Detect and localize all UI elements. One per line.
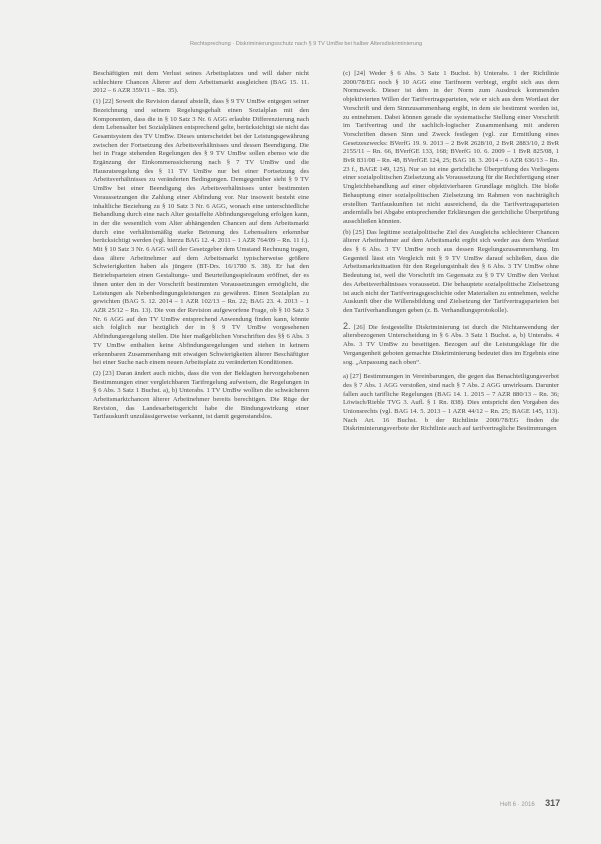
issue-label: Heft 6 · 2016 (500, 802, 535, 808)
page-number: 317 (545, 798, 561, 808)
running-head: Rechtsprechung · Diskriminierungsschutz nach § 9 TV UmBw bei halber Altersdiskriminierung (190, 41, 423, 47)
paragraph: (1) [22] Soweit die Revision darauf abstellt, dass § 9 TV UmBw entgegen seiner Bezeichnung und seinem Regelungsgehalt einen Sozialplan mit den Komponenten, dass die in § 10 Satz 3 Nr. 6 AGG erlaubte Differenzierung nach dem Lebensalter bei Sozialplänen entsprechend gelte, berücksichtigt sie nicht das Gesamtsystem des TV UmBw. Dieses unterscheidet bei der Leistungsgewährung zwischen der Fortsetzung des Arbeitsverhältnisses und dessen Beendigung. Die bei in Frage stehenden Regelungen des § 9 TV UmBw sollen ebenso wie die Ergänzung der Einkommenssicherung nach § 7 TV UmBw und die Hausratsregelung des § 11 TV UmBw nur bei einer Fortsetzung des Arbeitsverhältnisses zu veränderten Bedingungen. Demgegenüber sieht § 9 TV UmBw bei einer Beendigung des Arbeitsverhältnisses unter bestimmten Voraussetzungen die Zahlung einer Abfindung vor. Nur insoweit besteht eine inhaltliche Beziehung zu § 10 Satz 3 Nr. 6 AGG, wonach eine unterschiedliche Behandlung durch eine nach Alter gestaffelte Abfindungsregelung erfolgen kann, in der die wesentlich vom Alter abhängenden Chancen auf dem Arbeitsmarkt durch eine verhältnismäßig starke Betonung des Lebensalters erkennbar berücksichtigt werden (vgl. hierzu BAG 12. 4. 2011 – 1 AZR 764/09 – Rn. 11 f.). Mit § 10 Satz 3 Nr. 6 AGG will der Gesetzgeber dem Umstand Rechnung tragen, dass ältere Arbeitnehmer auf dem Arbeitsmarkt typischerweise größere Schwierigkeiten haben als jüngere (BT-Drs. 16/1780 S. 38). Er hat den Betriebsparteien einen Gestaltungs- und Beurteilungsspielraum eröffnet, der es ihnen unter den in der Vorschrift bestimmten Voraussetzungen ermöglicht, die Leistungen als Nebenbedingungsleistungen zu gewähren. Einen Sozialplan zu gewichten (BAG 5. 12. 2014 – 1 AZR 102/13 – Rn. 22; BAG 23. 4. 2013 – 1 AZR 25/12 – Rn. 13). Die von der Revision aufgeworfene Frage, ob § 10 Satz 3 Nr. 6 AGG auf den TV UmBw entsprechend Anwendung finden kann, könnte sich folglich nur bezüglich der in § 9 TV UmBw vorgesehenen Abfindungsregelung stellen. Die hier maßgeblichen Vorschriften des §§ 6 Abs. 3 TV UmBw enthalten keine Abfindungsregelungen und stehen in keinem erkennbaren Zusammenhang mit etwaigen Schwierigkeiten älterer Beschäftigter bei einer Suche nach einem neuen Arbeitsplatz zu veränderten Konditionen. (93, 98, 309, 367)
paragraph: (b) [25] Das legitime sozialpolitische Ziel des Ausgleichs schlechterer Chancen älterer Arbeitnehmer auf dem Arbeitsmarkt ergibt sich weder aus dem Wortlaut des § 6 Abs. 3 TV UmBw noch aus dessen Regelungszusammenhang. Im Gegenteil lässt ein Vergleich mit § 9 TV UmBw darauf schließen, dass die Arbeitsmarktsituation für den Regelungsinhalt des § 6 Abs. 3 TV UmBw ohne Bedeutung ist, weil die Vorschrift im Gegensatz zu § 9 TV UmBw den Verlust des Arbeitsverhältnisses voraussetzt. Die behauptete sozialpolitische Zielsetzung ist auch nicht der Tarifvertragsgeschichte oder Materialien zu entnehmen, welche Auskunft über die Willensbildung und Zielsetzung der Tarifvertragsparteien bei den Tarifverhandlungen geben (z. B. Verhandlungsprotokolle). (343, 228, 559, 314)
paragraph: (c) [24] Weder § 6 Abs. 3 Satz 1 Buchst. b) Unterabs. 1 der Richtlinie 2000/78/EG noch § 10 AGG eine Tarifnorm verbiegt, ergibt sich aus dem Normzweck. Dieser ist dem in der Norm zum Ausdruck kommenden objektivierten Willen der Tarifvertragsparteien, wie er sich aus dem Wortlaut der Vorschrift und dem Sinnzusammenhang ergibt, in dem sie bestimmt worden ist, zu entnehmen. Dabei können gerade die systematische Stellung einer Vorschrift im Tarifvertrag und ihr sachlich-logischer Zusammenhang mit anderen Vorschriften diesen Sinn und Zweck festlegen (vgl. zur Ermittlung eines Gesetzeszwecks: BVerfG 19. 9. 2013 – 2 BvR 2628/10, 2 BvR 2883/10, 2 BvR 2155/11 – Rn. 66, BVerfGE 133, 168; BVerfG 10. 6. 2009 – 1 BvR 825/08, 1 BvR 831/08 – Rn. 48, BVerfGE 124, 25; BAG 18. 3. 2014 – 6 AZR 636/13 – Rn. 23 f., BAGE 149, 125). Nur so ist eine gerichtliche Überprüfung des Vorliegens einer sozialpolitischen Zielsetzung als Voraussetzung für die Rechtfertigung einer Ungleichbehandlung auf einer objektivierbaren Grundlage möglich. Die bloße Behauptung einer sozialpolitischen Zielsetzung im Rahmen von nachträglich erstellten Tarifauskunften ist nicht ausreichend, da die Tarifvertragsparteien andernfalls bei Abgabe entsprechender Erklärungen die gerichtliche Überprüfung ausschließen könnten. (343, 70, 559, 225)
paragraph: a) [27] Bestimmungen in Vereinbarungen, die gegen das Benachteiligungsverbot des § 7 Abs. 1 AGG verstoßen, sind nach § 7 Abs. 2 AGG unwirksam. Darunter fallen auch tarifliche Regelungen (BAG 14. 1. 2015 – 7 AZR 880/13 – Rn. 36; Löwisch/Rieble TVG 3. Aufl. § 1 Rn. 838). Dies entspricht den Vorgaben des Unionsrechts (vgl. BAG 14. 5. 2013 – 1 AZR 44/12 – Rn. 25; BAGE 145, 113). Nach Art. 16 Buchst. b der Richtlinie 2000/78/EG finden die Diskriminierungsverbote der Richtlinie auch auf tarifvertragliche Bestimmungen (343, 373, 559, 433)
section-number: 2. (343, 320, 351, 331)
section-paragraph (343, 322, 559, 368)
right-column (343, 70, 559, 436)
left-column (93, 70, 309, 424)
paragraph-text: [26] Die festgestellte Diskriminierung ist durch die Nichtanwendung der altersbezogenen Unterscheidung in § 6 Abs. 3 Satz 1 Buchst. a, b) Unterabs. 4 Abs. 3 TV UmBw zu beseitigen. Bezogen auf die Leistungsklage für die Vergangenheit geboten gemachte Diskriminierung bedeutet dies im Ergebnis eine sog. „Anpassung nach oben“. (343, 323, 559, 366)
paragraph: Beschäftigten mit dem Verlust seines Arbeitsplatzes und will daher nicht schlechtere Chancen Älterer auf dem Arbeitsmarkt ausgleichen (BAG 15. 11. 2012 – 6 AZR 359/11 – Rn. 35). (93, 70, 309, 95)
paragraph: (2) [23] Daran ändert auch nichts, dass die von der Beklagten hervorgehobenen Bestimmungen einer vergleichbaren Tarifregelung aufweisen, die Regelungen in § 6 Abs. 3 Satz 1 Buchst. a), b) Unterabs. 1 TV UmBw wollten die schwächeren Arbeitsmarktchancen älterer Arbeitnehmer bereits berechtigen. Die Rüge der Revision, das Landesarbeitsgericht habe die Bindungswirkung einer Tarifauskunft unzulässigerweise verkannt, ist damit gegenstandslos. (93, 369, 309, 421)
page-footer (500, 793, 560, 811)
